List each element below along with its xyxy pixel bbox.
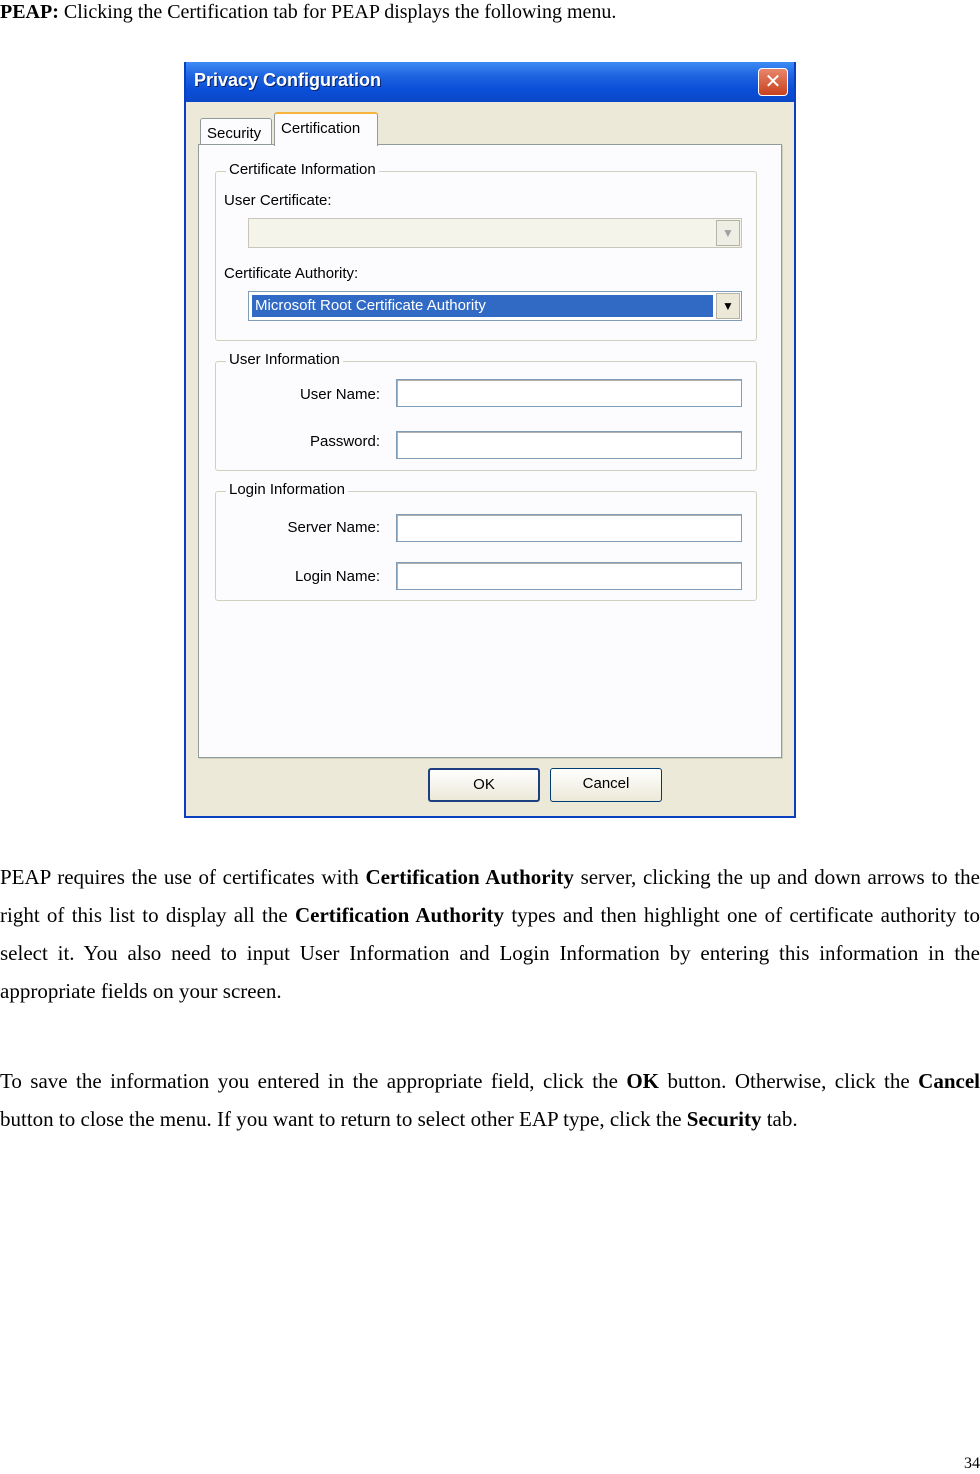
login-information-legend: Login Information bbox=[226, 481, 348, 498]
p2-text-2: button. Otherwise, click the bbox=[659, 1069, 919, 1093]
certificate-information-legend: Certificate Information bbox=[226, 161, 379, 178]
page-number: 34 bbox=[964, 1455, 980, 1472]
ok-button[interactable]: OK bbox=[428, 768, 540, 802]
login-name-input[interactable] bbox=[396, 562, 742, 590]
paragraph-certificate-authority bbox=[0, 858, 980, 1010]
p1-bold-2: Certification Authority bbox=[294, 903, 505, 927]
cancel-button[interactable]: Cancel bbox=[550, 768, 662, 802]
password-input[interactable] bbox=[396, 431, 742, 459]
p2-text-1: To save the information you entered in the appropriate field, click the bbox=[0, 1069, 627, 1093]
intro-text: Clicking the Certification tab for PEAP displays the following menu. bbox=[58, 1, 617, 23]
p2-bold-2: Cancel bbox=[918, 1069, 980, 1093]
tab-certification-label: Certification bbox=[281, 120, 361, 137]
certificate-authority-dropdown[interactable] bbox=[248, 291, 742, 321]
close-button[interactable] bbox=[758, 68, 788, 96]
user-name-label: User Name: bbox=[299, 386, 380, 403]
user-certificate-label: User Certificate: bbox=[224, 192, 332, 209]
user-certificate-dropdown[interactable] bbox=[248, 218, 742, 248]
intro-label: PEAP: bbox=[0, 1, 59, 23]
certification-panel bbox=[198, 144, 782, 758]
chevron-down-icon[interactable]: ▼ bbox=[716, 293, 740, 319]
chevron-down-icon[interactable]: ▼ bbox=[716, 220, 740, 246]
certificate-authority-label: Certificate Authority: bbox=[224, 265, 359, 282]
p2-text-4: tab. bbox=[761, 1107, 798, 1131]
p2-bold-3: Security bbox=[686, 1107, 762, 1131]
intro-line bbox=[0, 0, 980, 24]
p2-text-3: button to close the menu. If you want to return to select other EAP type, click the bbox=[0, 1107, 687, 1131]
p1-text-1: PEAP requires the use of certificates with bbox=[0, 865, 366, 889]
user-information-group bbox=[215, 351, 757, 471]
tab-security[interactable] bbox=[200, 118, 272, 146]
server-name-label: Server Name: bbox=[287, 519, 380, 536]
server-name-input[interactable] bbox=[396, 514, 742, 542]
login-name-label: Login Name: bbox=[294, 568, 380, 585]
close-icon: ✕ bbox=[764, 69, 782, 93]
paragraph-save-information bbox=[0, 1062, 980, 1138]
tab-security-label: Security bbox=[207, 125, 262, 142]
p1-bold-1: Certification Authority bbox=[365, 865, 574, 889]
login-information-group bbox=[215, 481, 757, 601]
tab-certification[interactable] bbox=[274, 112, 378, 146]
user-information-legend: User Information bbox=[226, 351, 343, 368]
privacy-configuration-dialog bbox=[184, 62, 796, 818]
dialog-title: Privacy Configuration bbox=[194, 70, 382, 90]
title-bar[interactable] bbox=[186, 62, 794, 102]
p2-bold-1: OK bbox=[626, 1069, 660, 1093]
p1-text-2: server, clicking the up and down arrows to the right of this list to display all the bbox=[0, 865, 980, 927]
certificate-authority-value: Microsoft Root Certificate Authority bbox=[252, 295, 713, 317]
password-label: Password: bbox=[309, 433, 380, 450]
certificate-information-group bbox=[215, 161, 757, 341]
user-name-input[interactable] bbox=[396, 379, 742, 407]
p1-text-3: types and then highlight one of certificate authority to select it. You also need to input User Information and Login Information by entering this information in the appropriate fields on your screen. bbox=[0, 903, 980, 1003]
